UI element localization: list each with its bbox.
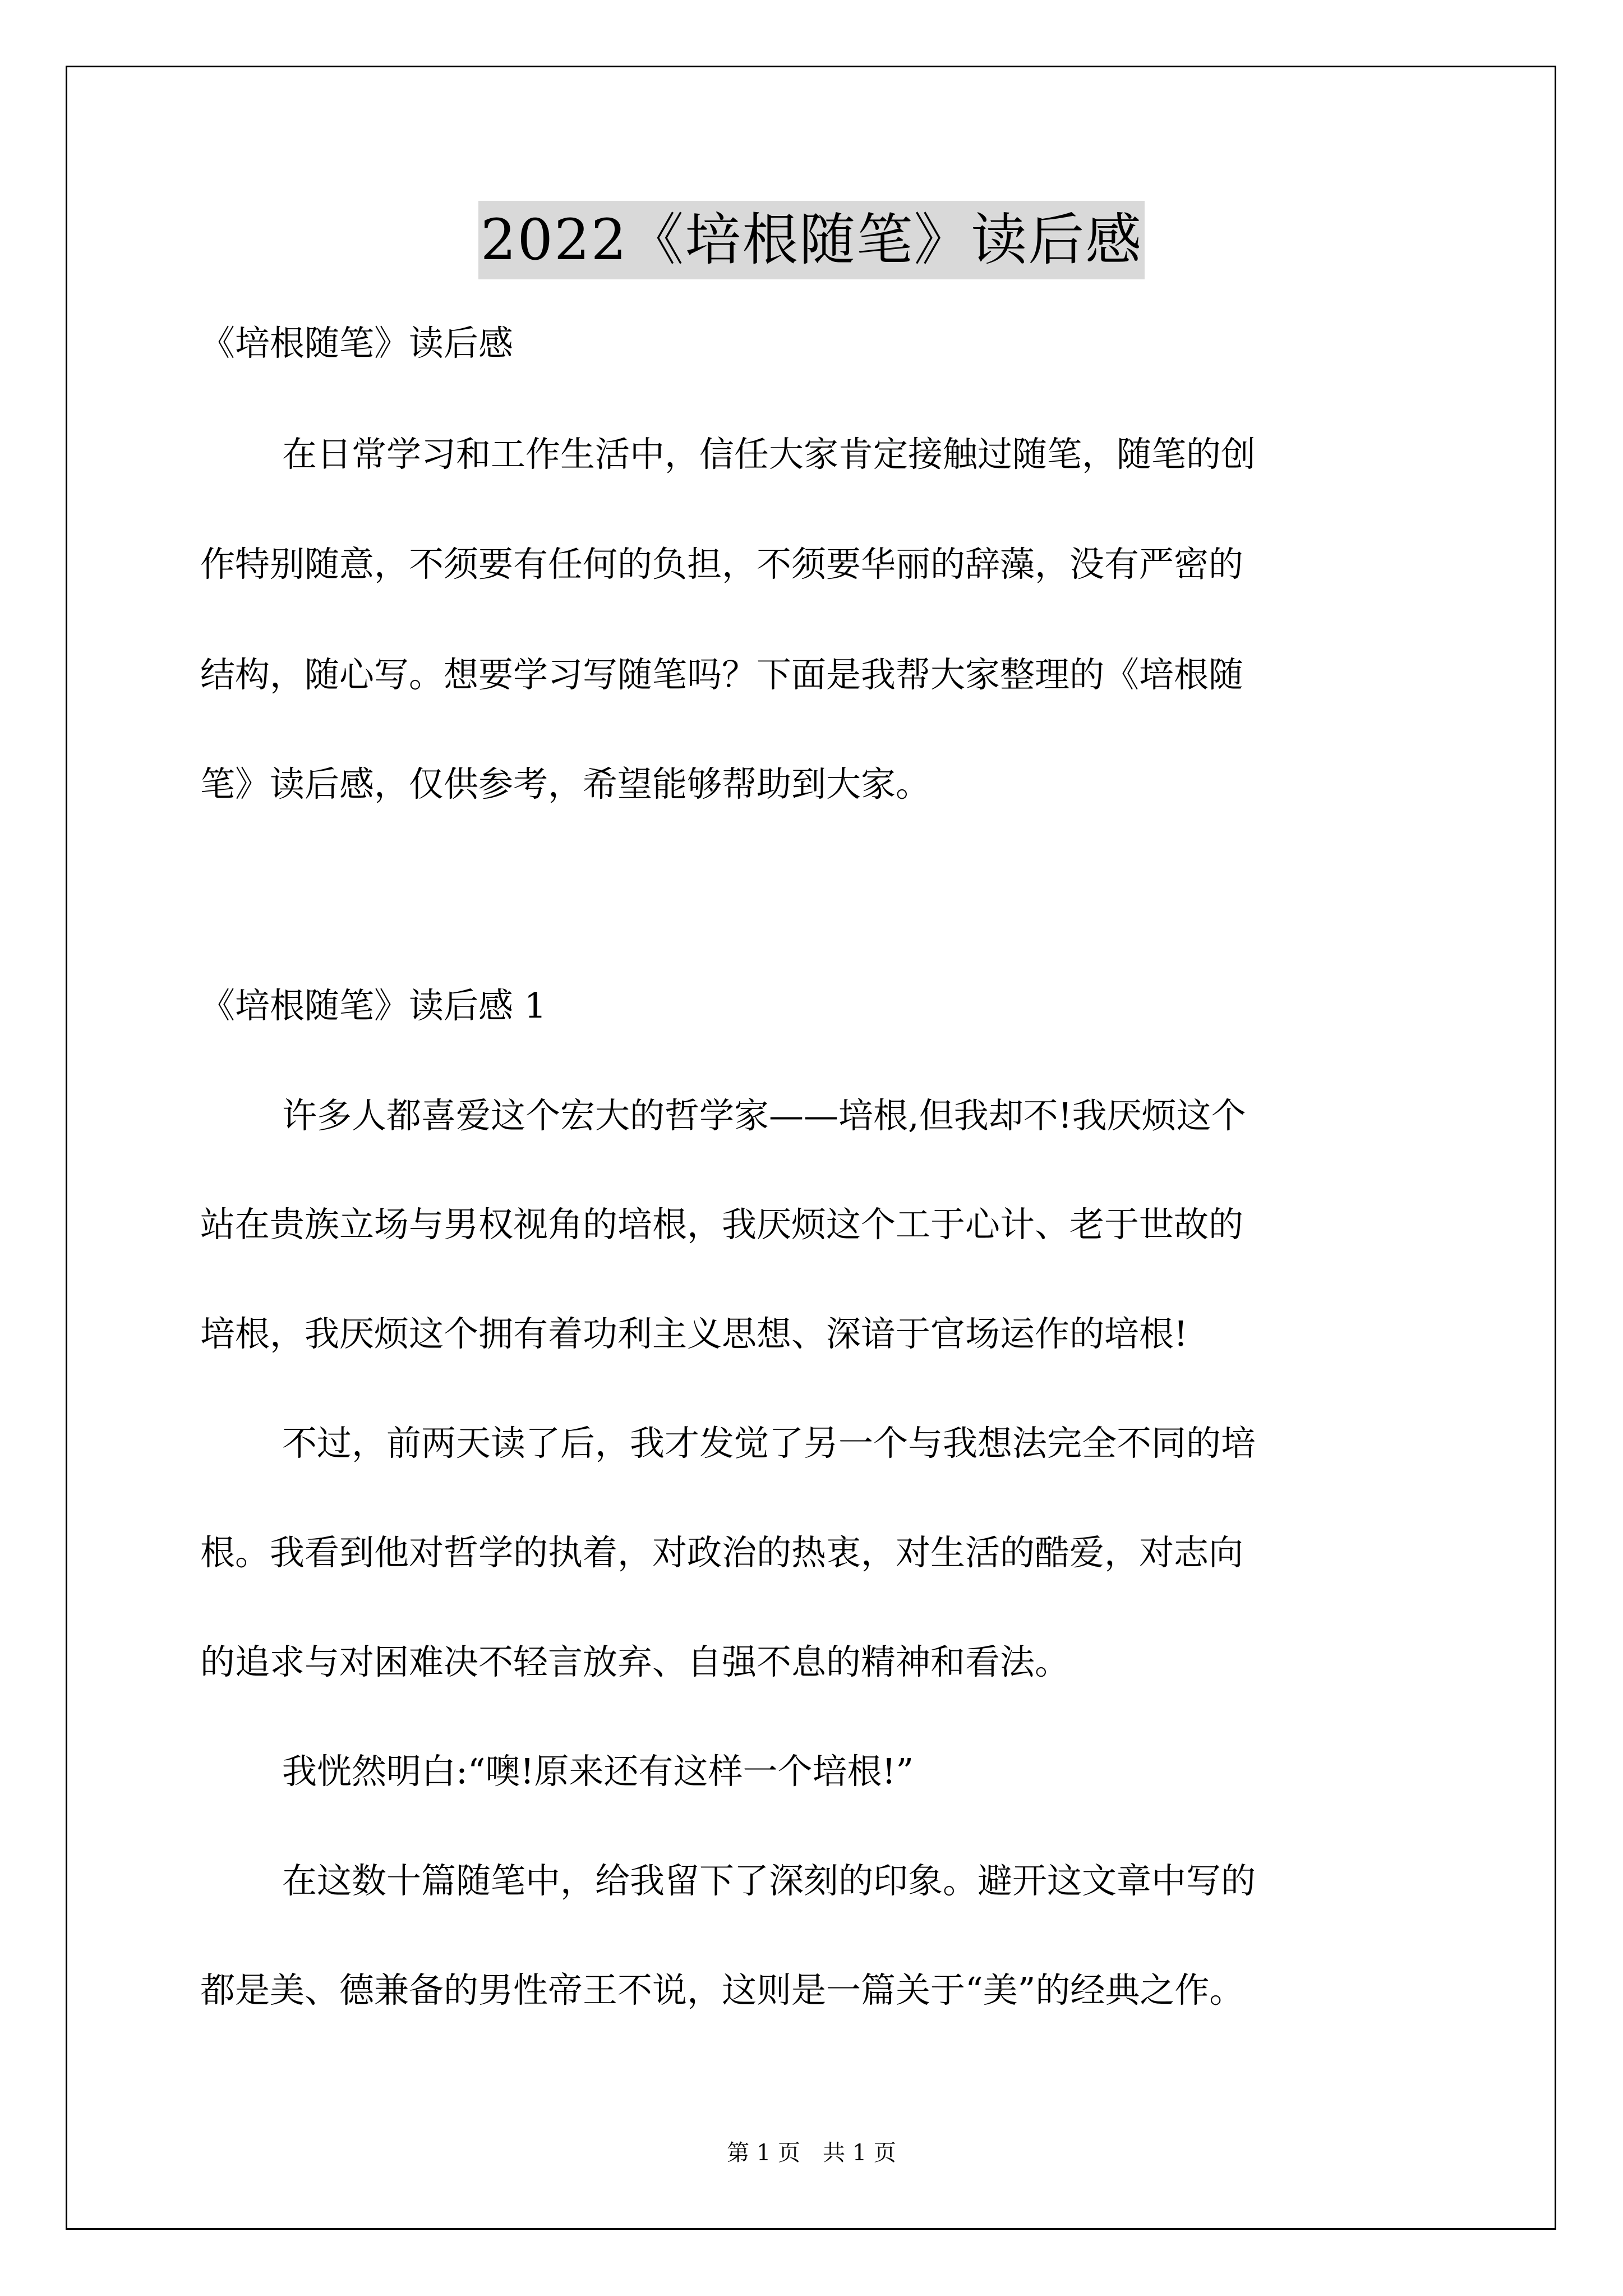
title-container bbox=[0, 201, 1623, 279]
paragraph-line: 笔》读后感，仅供参考，希望能够帮助到大家。 bbox=[200, 763, 931, 804]
paragraph-line: 在这数十篇随笔中，给我留下了深刻的印象。避开这文章中写的 bbox=[282, 1860, 1256, 1901]
page-border bbox=[66, 66, 1556, 2230]
page-footer: 第 1 页 共 1 页 bbox=[727, 2140, 896, 2166]
section-heading-intro: 《培根随笔》读后感 bbox=[200, 323, 514, 364]
paragraph-line: 在日常学习和工作生活中，信任大家肯定接触过随笔，随笔的创 bbox=[282, 434, 1256, 475]
paragraph-line: 都是美、德兼备的男性帝王不说，这则是一篇关于“美”的经典之作。 bbox=[200, 1970, 1244, 2010]
paragraph-line: 作特别随意，不须要有任何的负担，不须要华丽的辞藻，没有严密的 bbox=[200, 544, 1244, 585]
paragraph-line: 许多人都喜爱这个宏大的哲学家——培根,但我却不!我厌烦这个 bbox=[282, 1095, 1246, 1136]
section-heading-1: 《培根随笔》读后感 1 bbox=[200, 985, 547, 1026]
paragraph-line: 我恍然明白:“噢!原来还有这样一个培根!” bbox=[282, 1751, 914, 1792]
paragraph-line: 结构，随心写。想要学习写随笔吗？下面是我帮大家整理的《培根随 bbox=[200, 654, 1244, 695]
paragraph-line: 根。我看到他对哲学的执着，对政治的热衷，对生活的酷爱，对志向 bbox=[200, 1532, 1244, 1573]
paragraph-line: 培根，我厌烦这个拥有着功利主义思想、深谙于官场运作的培根! bbox=[200, 1313, 1188, 1354]
paragraph-line: 不过，前两天读了后，我才发觉了另一个与我想法完全不同的培 bbox=[282, 1423, 1256, 1464]
document-title: 2022《培根随笔》读后感 bbox=[478, 201, 1145, 279]
paragraph-line: 站在贵族立场与男权视角的培根，我厌烦这个工于心计、老于世故的 bbox=[200, 1204, 1244, 1245]
paragraph-line: 的追求与对困难决不轻言放弃、自强不息的精神和看法。 bbox=[200, 1641, 1070, 1682]
